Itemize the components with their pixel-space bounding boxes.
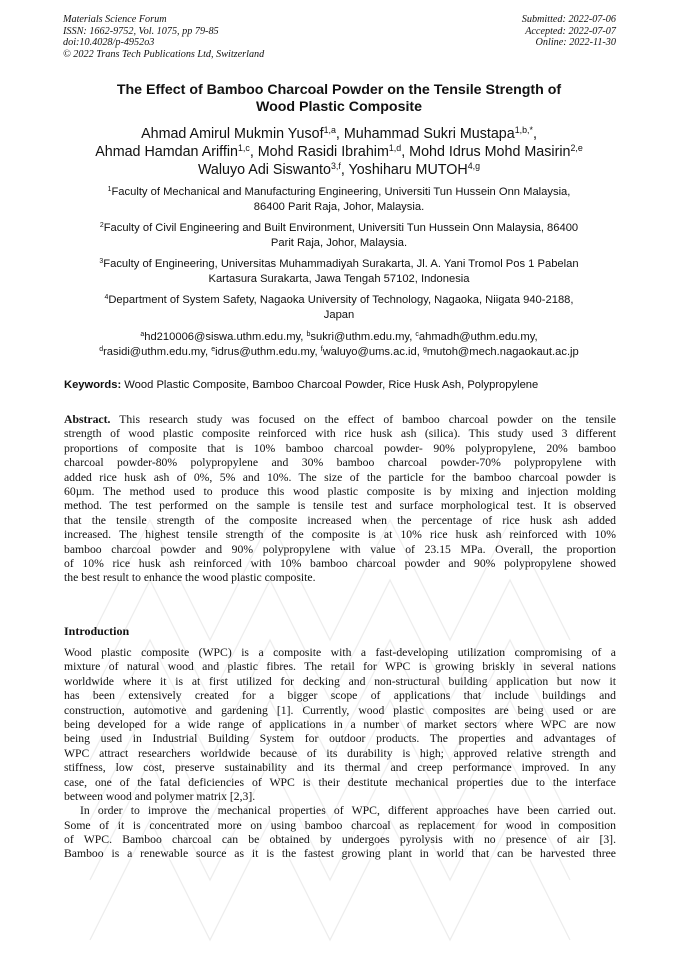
abstract-line: charcoal powder-80% polypropylene and 30% bamboo charcoal powder-70% polypropylene with (64, 456, 616, 470)
email-mark: e (211, 346, 216, 354)
abstract-line: the best result to enhance the wood plastic composite. (64, 571, 316, 585)
author-separator: , (401, 144, 410, 160)
introduction-line: between wood and polymer matrix [2,3]. (64, 789, 256, 803)
introduction-line: Bamboo is a renewable source as it is the fastest growing plant in world that can be harvested three (64, 847, 616, 861)
introduction-heading: Introduction (64, 624, 130, 638)
online-date: Online: 2022-11-30 (535, 37, 616, 48)
author-name: Mohd Idrus Mohd Masirin (409, 144, 571, 160)
journal-issn: ISSN: 1662-9752, Vol. 1075, pp 79-85 (63, 25, 219, 37)
author-name: Waluyo Adi Siswanto (197, 162, 331, 178)
author-affiliation-mark: 3,f (330, 161, 341, 172)
introduction-line: of WPC. Bamboo charcoal can be obtained by undergoes pyrolysis with no presence of air [3]. (64, 833, 616, 847)
journal-copyright: © 2022 Trans Tech Publications Ltd, Switzerland (63, 48, 265, 60)
affiliation-text: 86400 Parit Raja, Johor, Malaysia. (253, 200, 425, 213)
affiliation-text: Parit Raja, Johor, Malaysia. (270, 236, 408, 249)
affiliation-2 (66, 221, 612, 250)
introduction-line: In order to improve the mechanical properties of WPC, different approaches have been carried out. (80, 804, 616, 818)
introduction-line: construction, automotive and gardening [1]. Currently, wood plastic composites are being used or are (64, 703, 616, 717)
introduction-line: worldwide where it is at first utilized for decking and non-structural building application but now it (64, 674, 616, 688)
paper-title-line: The Effect of Bamboo Charcoal Powder on the Tensile Strength of (116, 82, 562, 98)
author-affiliation-mark: 1,c (237, 143, 250, 154)
introduction-line: WPC attract researchers worldwide because of its durability is high; approved relative strength and (64, 746, 616, 760)
author-separator: , (249, 144, 258, 160)
keywords-label: Keywords: (64, 379, 122, 391)
author-affiliation-mark: 1,a (323, 125, 336, 136)
abstract-section (64, 413, 616, 586)
introduction-line: Wood plastic composite (WPC) is a composite with a fast-developing utilization compromising of a (64, 646, 616, 659)
affiliation-text: Faculty of Mechanical and Manufacturing Engineering, Universiti Tun Hussein Onn Malaysia, (111, 186, 571, 198)
author-name: Ahmad Hamdan Ariffin (95, 144, 238, 160)
abstract-line: increased. The highest tensile strength of the composite is at 10% rice husk ash reinforced with 10% (64, 528, 616, 542)
email-address[interactable]: mutoh@mech.nagaokaut.ac.jp (426, 346, 579, 358)
abstract-line (64, 413, 616, 427)
journal-name: Materials Science Forum (63, 14, 167, 25)
author-separator: , (340, 162, 349, 178)
author-separator: , (532, 126, 537, 142)
author-name: Yoshiharu MUTOH (348, 162, 468, 178)
introduction-line: being developed for a wide range of applications in a number of market sectors where WPC are now (64, 717, 616, 731)
email-address[interactable]: waluyo@ums.ac.id, (322, 346, 423, 358)
accepted-date: Accepted: 2022-07-07 (525, 25, 616, 37)
introduction-line: being used in Industrial Building System for outdoor products. The properties and advantages of (64, 732, 616, 746)
abstract-label: Abstract. (64, 413, 111, 426)
abstract-line: added rice husk ash of 0%, 5% and 10%. The size of the particle for the bamboo charcoal powder is (64, 470, 616, 484)
introduction-line: has been extensively created for a bigger scope of applications that include buildings and (64, 689, 616, 703)
email-mark: d (99, 346, 104, 354)
paper-title (60, 82, 618, 116)
submission-dates (522, 14, 616, 49)
abstract-line: strength of wood plastic composite reinforced with rice husk ash (silica). This study used 3 different (64, 427, 616, 441)
author-line (50, 143, 628, 161)
author-separator: , (335, 126, 344, 142)
affiliation-1 (66, 185, 612, 214)
email-mark: b (306, 331, 311, 339)
author-affiliation-mark: 1,b,* (514, 125, 533, 136)
author-affiliation-mark: 4,g (467, 161, 481, 172)
author-line (50, 161, 628, 179)
author-emails (56, 330, 622, 360)
abstract-line: of 10% rice husk ash reinforced with 10% bamboo charcoal powder and 90% polypropylene showed (64, 556, 616, 570)
author-affiliation-mark: 1,d (388, 143, 402, 154)
affiliation-text: Japan (323, 308, 355, 321)
affiliation-4 (66, 293, 612, 322)
email-address[interactable]: hd210006@siswa.uthm.edu.my, (144, 331, 307, 343)
email-address[interactable]: sukri@uthm.edu.my, (310, 331, 416, 343)
affiliation-number: 4 (104, 294, 109, 302)
affiliation-number: 1 (107, 186, 112, 194)
author-list (50, 125, 628, 179)
keywords (64, 378, 616, 392)
email-mark: f (320, 346, 323, 354)
email-mark: a (140, 331, 145, 339)
email-address[interactable]: rasidi@uthm.edu.my, (103, 346, 212, 358)
affiliation-text: Faculty of Civil Engineering and Built Environment, Universiti Tun Hussein Onn Malaysia, 86400 (103, 222, 579, 234)
email-line (56, 330, 622, 345)
journal-doi: doi:10.4028/p-4952o3 (63, 37, 155, 48)
paper-title-line: Wood Plastic Composite (255, 99, 423, 115)
abstract-text: This research study was focused on the effect of bamboo charcoal powder on the tensile (110, 413, 616, 426)
affiliation-3 (66, 257, 612, 286)
introduction-line: stiffness, low cost, preserve sustainability and its thermal and creep performance improved. In any (64, 761, 616, 775)
affiliation-text: Department of System Safety, Nagaoka University of Technology, Nagaoka, Niigata 940-2188, (108, 294, 574, 306)
introduction-section (64, 646, 616, 862)
journal-info (63, 14, 264, 60)
affiliation-text: Kartasura Surakarta, Jawa Tengah 57102, Indonesia (208, 272, 470, 285)
author-affiliation-mark: 2,e (570, 143, 583, 154)
abstract-line: bamboo charcoal powder and 90% polypropylene with value of 23.15 MPa. Overall, the proportion (64, 542, 616, 556)
author-line (50, 125, 628, 143)
introduction-line: mixture of natural wood and plastic fibres. The retail for WPC is growing briskly in several nations (64, 660, 616, 674)
author-name: Muhammad Sukri Mustapa (343, 126, 515, 142)
email-address[interactable]: ahmadh@uthm.edu.my, (418, 331, 538, 343)
author-name: Ahmad Amirul Mukmin Yusof (141, 126, 324, 142)
abstract-line: that the tensile strength of the composite increased when the percentage of rice husk ash added (64, 513, 616, 527)
submitted-date: Submitted: 2022-07-06 (521, 14, 616, 25)
abstract-line: 60µm. The method used to produce this wood plastic composite is by mixing and injection molding (64, 484, 616, 498)
affiliation-number: 2 (99, 222, 104, 230)
email-mark: c (415, 331, 419, 339)
email-address[interactable]: idrus@uthm.edu.my, (215, 346, 321, 358)
introduction-line: case, one of the fatal deficiencies of WPC is their destitute mechanical properties due to the interface (64, 775, 616, 789)
abstract-line: proportions of composite that is 10% bamboo charcoal powder- 90% polypropylene, 20% bamboo (64, 441, 616, 455)
author-name: Mohd Rasidi Ibrahim (257, 144, 389, 160)
email-mark: g (422, 346, 427, 354)
affiliation-text: Faculty of Engineering, Universitas Muhammadiyah Surakarta, Jl. A. Yani Tromol Pos 1 Pabelan (103, 258, 579, 270)
affiliation-number: 3 (99, 258, 104, 266)
email-line (56, 345, 622, 360)
introduction-line: Some of it is concentrated more on using bamboo charcoal as replacement for wood in composition (64, 818, 616, 832)
abstract-line: method. The test performed on the sample is tensile test and surface morphological test. It is observed (64, 499, 616, 513)
keywords-text: Wood Plastic Composite, Bamboo Charcoal Powder, Rice Husk Ash, Polypropylene (121, 379, 539, 391)
